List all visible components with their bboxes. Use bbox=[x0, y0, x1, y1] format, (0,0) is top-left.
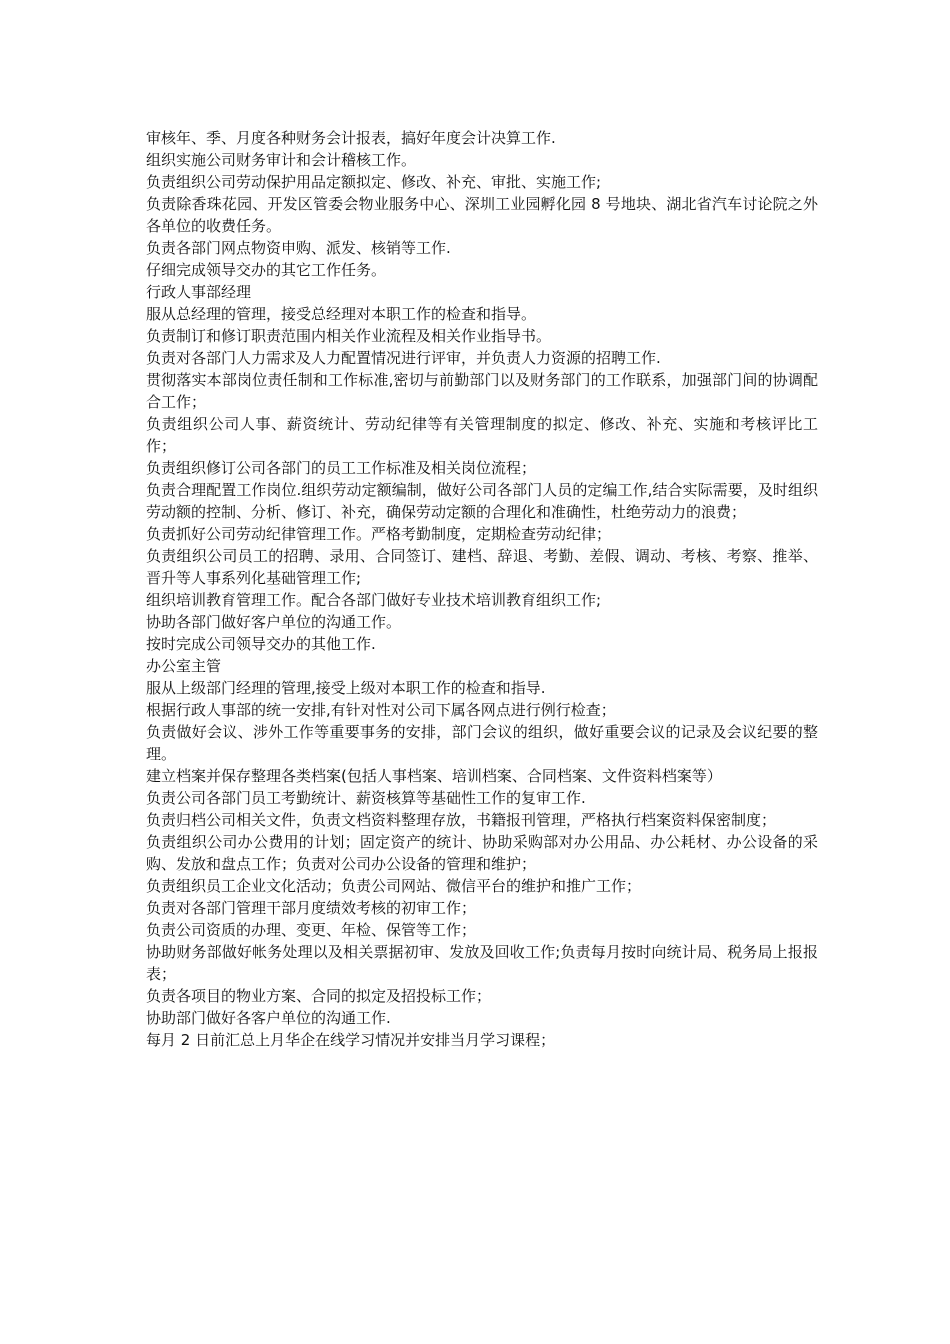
paragraph: 负责做好会议、涉外工作等重要事务的安排，部门会议的组织，做好重要会议的记录及会议纪要的整理。 bbox=[146, 723, 818, 763]
paragraph: 负责组织修订公司各部门的员工工作标准及相关岗位流程； bbox=[146, 459, 537, 477]
paragraph: 建立档案并保存整理各类档案(包括人事档案、培训档案、合同档案、文件资料档案等） bbox=[146, 767, 722, 785]
paragraph: 服从总经理的管理，接受总经理对本职工作的检查和指导。 bbox=[146, 305, 537, 323]
section-heading-office-supervisor: 办公室主管 bbox=[146, 657, 222, 675]
paragraph: 负责组织公司办公费用的计划；固定资产的统计、协助采购部对办公用品、办公耗材、办公设备的采购、发放和盘点工作；负责对公司办公设备的管理和维护； bbox=[146, 833, 818, 873]
paragraph: 负责对各部门管理干部月度绩效考核的初审工作； bbox=[146, 899, 477, 917]
paragraph: 每月 2 日前汇总上月华企在线学习情况并安排当月学习课程； bbox=[146, 1031, 556, 1049]
paragraph: 协助部门做好各客户单位的沟通工作. bbox=[146, 1009, 391, 1027]
document-body bbox=[146, 127, 818, 1051]
paragraph: 负责组织公司员工的招聘、录用、合同签订、建档、辞退、考勤、差假、调动、考核、考察、推举、晋升等人事系列化基础管理工作; bbox=[146, 547, 818, 587]
paragraph: 负责组织公司人事、薪资统计、劳动纪律等有关管理制度的拟定、修改、补充、实施和考核评比工作； bbox=[146, 415, 818, 455]
paragraph: 负责组织公司劳动保护用品定额拟定、修改、补充、审批、实施工作; bbox=[146, 173, 602, 191]
paragraph: 负责对各部门人力需求及人力配置情况进行评审，并负责人力资源的招聘工作. bbox=[146, 349, 661, 367]
paragraph: 协助财务部做好帐务处理以及相关票据初审、发放及回收工作;负责每月按时向统计局、税务局上报报表； bbox=[146, 943, 818, 983]
paragraph: 负责制订和修订职责范围内相关作业流程及相关作业指导书。 bbox=[146, 327, 552, 345]
paragraph: 负责各部门网点物资申购、派发、核销等工作. bbox=[146, 239, 451, 257]
paragraph: 根据行政人事部的统一安排,有针对性对公司下属各网点进行例行检查； bbox=[146, 701, 616, 719]
paragraph: 按时完成公司领导交办的其他工作. bbox=[146, 635, 376, 653]
paragraph: 服从上级部门经理的管理,接受上级对本职工作的检查和指导. bbox=[146, 679, 546, 697]
paragraph: 负责归档公司相关文件，负责文档资料整理存放，书籍报刊管理，严格执行档案资料保密制度； bbox=[146, 811, 777, 829]
paragraph: 仔细完成领导交办的其它工作任务。 bbox=[146, 261, 387, 279]
paragraph: 负责合理配置工作岗位.组织劳动定额编制，做好公司各部门人员的定编工作,结合实际需要，及时组织劳动额的控制、分析、修订、补充，确保劳动定额的合理化和准确性，杜绝劳动力的浪费； bbox=[146, 481, 818, 521]
paragraph: 负责各项目的物业方案、合同的拟定及招投标工作； bbox=[146, 987, 492, 1005]
paragraph: 负责公司资质的办理、变更、年检、保管等工作； bbox=[146, 921, 477, 939]
paragraph: 组织培训教育管理工作。配合各部门做好专业技术培训教育组织工作; bbox=[146, 591, 602, 609]
section-heading-hr-manager: 行政人事部经理 bbox=[146, 283, 252, 301]
paragraph: 组织实施公司财务审计和会计稽核工作。 bbox=[146, 151, 417, 169]
paragraph: 负责除香珠花园、开发区管委会物业服务中心、深圳工业园孵化园 8 号地块、湖北省汽车讨论院之外各单位的收费任务。 bbox=[146, 195, 818, 235]
paragraph: 贯彻落实本部岗位责任制和工作标准,密切与前勤部门以及财务部门的工作联系，加强部门间的协调配合工作； bbox=[146, 371, 818, 411]
paragraph: 负责抓好公司劳动纪律管理工作。严格考勤制度，定期检查劳动纪律； bbox=[146, 525, 612, 543]
paragraph: 协助各部门做好客户单位的沟通工作。 bbox=[146, 613, 402, 631]
paragraph: 负责公司各部门员工考勤统计、薪资核算等基础性工作的复审工作. bbox=[146, 789, 586, 807]
paragraph: 审核年、季、月度各种财务会计报表，搞好年度会计决算工作. bbox=[146, 129, 556, 147]
paragraph: 负责组织员工企业文化活动；负责公司网站、微信平台的维护和推广工作； bbox=[146, 877, 642, 895]
